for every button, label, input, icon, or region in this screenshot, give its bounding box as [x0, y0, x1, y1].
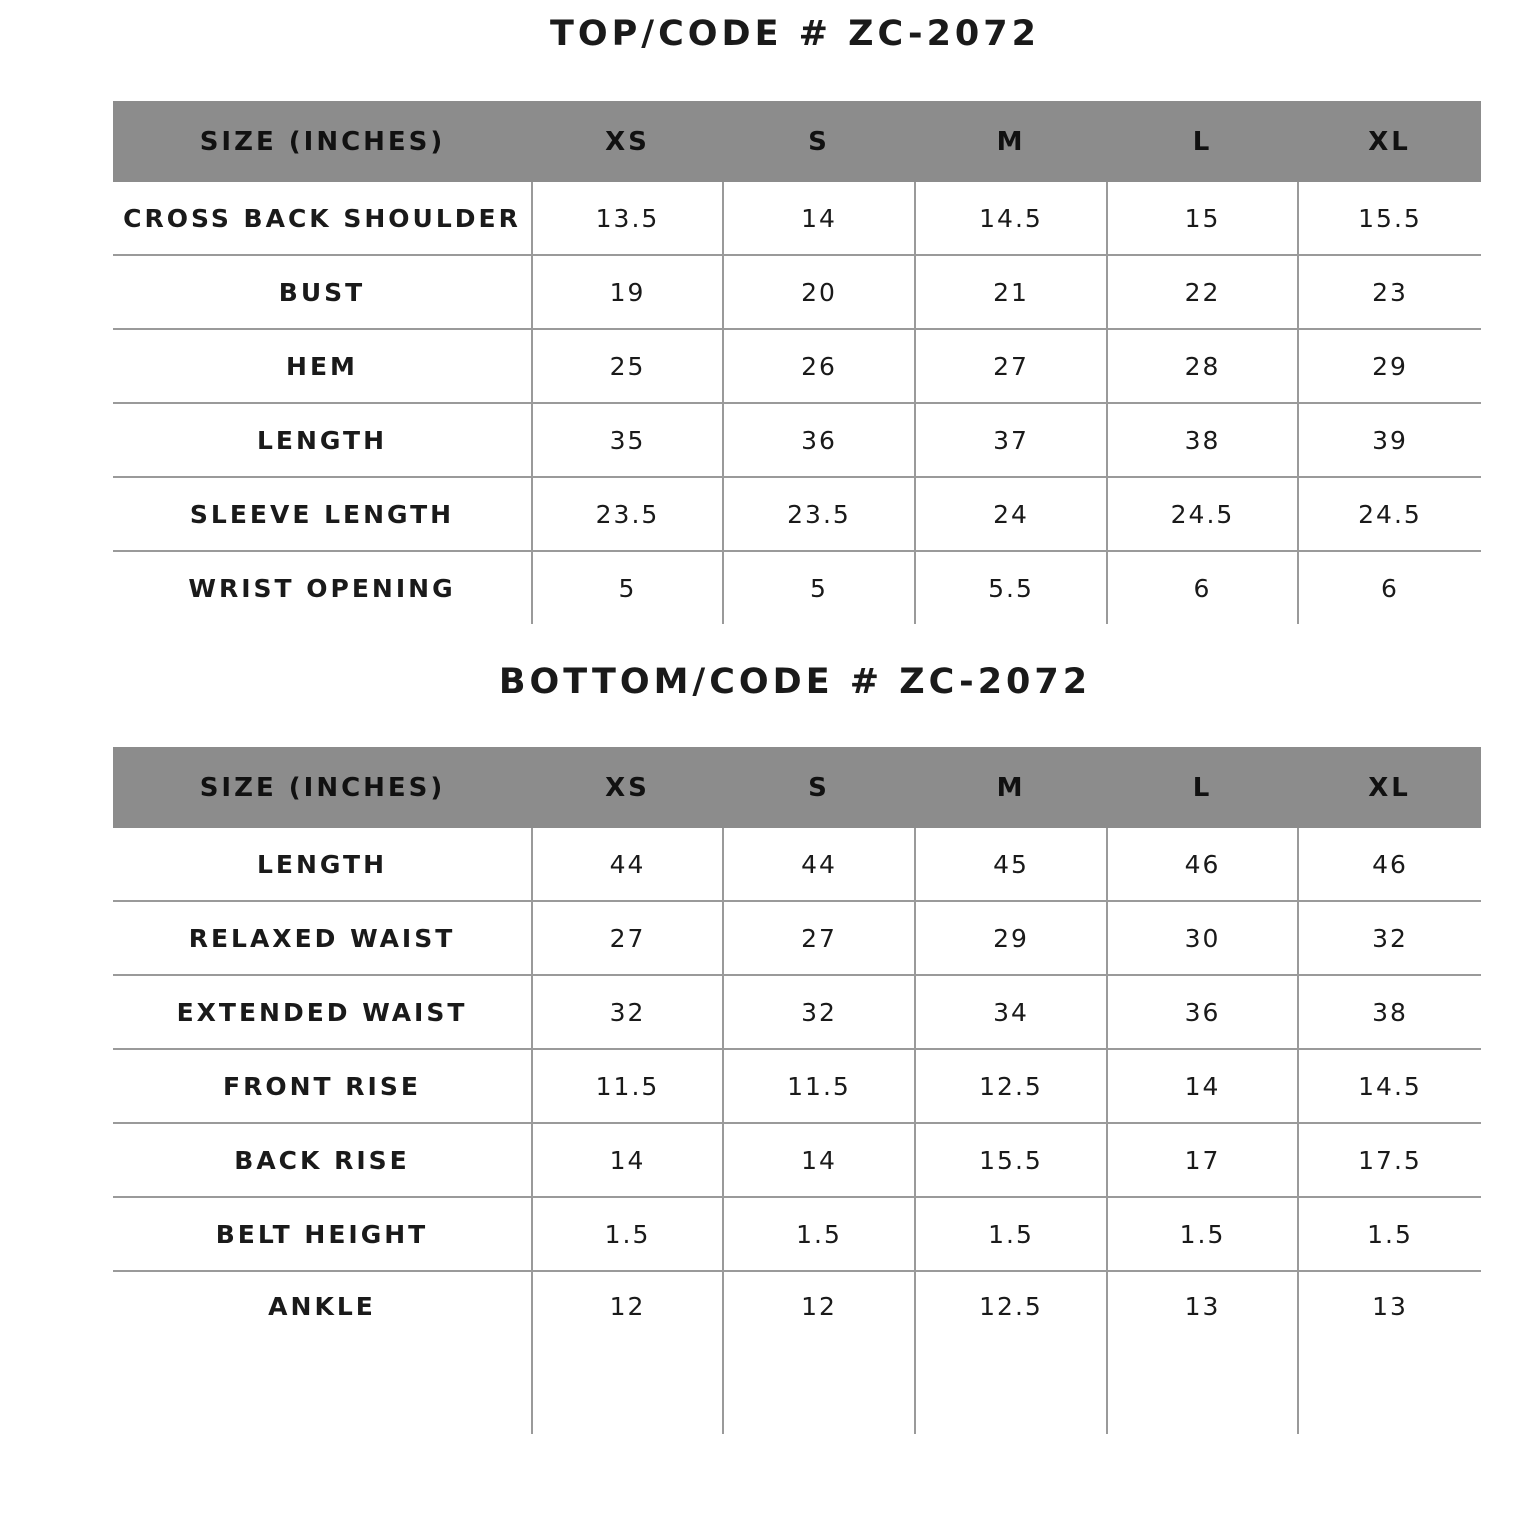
table-row: [113, 329, 1481, 403]
measurement-label: HEM: [113, 329, 532, 403]
measurement-value-xl: 17.5: [1298, 1123, 1481, 1197]
header-size-m: M: [915, 101, 1107, 182]
header-size-l: L: [1107, 747, 1298, 828]
table-row: [113, 1271, 1481, 1434]
measurement-value-m: 12.5: [915, 1271, 1107, 1434]
top-size-table: [113, 101, 1481, 624]
top-size-chart-title: TOP/CODE # ZC-2072: [550, 14, 1040, 54]
measurement-value-xl: 32: [1298, 901, 1481, 975]
measurement-value-xl: 6: [1298, 551, 1481, 624]
header-size-xl: XL: [1298, 101, 1481, 182]
measurement-value-s: 44: [723, 828, 915, 901]
header-size-label: SIZE (INCHES): [113, 101, 532, 182]
measurement-value-s: 14: [723, 182, 915, 255]
table-row: [113, 255, 1481, 329]
measurement-value-xl: 24.5: [1298, 477, 1481, 551]
table-row: [113, 901, 1481, 975]
measurement-value-l: 13: [1107, 1271, 1298, 1434]
measurement-value-xs: 11.5: [532, 1049, 723, 1123]
measurement-value-l: 46: [1107, 828, 1298, 901]
measurement-label: BELT HEIGHT: [113, 1197, 532, 1271]
measurement-label: SLEEVE LENGTH: [113, 477, 532, 551]
measurement-value-l: 1.5: [1107, 1197, 1298, 1271]
measurement-value-l: 24.5: [1107, 477, 1298, 551]
measurement-value-xs: 14: [532, 1123, 723, 1197]
measurement-value-xl: 14.5: [1298, 1049, 1481, 1123]
measurement-value-xs: 12: [532, 1271, 723, 1434]
measurement-value-l: 17: [1107, 1123, 1298, 1197]
measurement-value-m: 12.5: [915, 1049, 1107, 1123]
measurement-value-xl: 46: [1298, 828, 1481, 901]
measurement-label: ANKLE: [268, 1292, 376, 1321]
measurement-value-xl: 15.5: [1298, 182, 1481, 255]
measurement-value-xs: 35: [532, 403, 723, 477]
header-size-s: S: [723, 101, 915, 182]
header-size-xl: XL: [1298, 747, 1481, 828]
measurement-value-s: 1.5: [723, 1197, 915, 1271]
measurement-value-xl: 13: [1298, 1271, 1481, 1434]
header-size-xs: XS: [532, 747, 723, 828]
table-row: [113, 1123, 1481, 1197]
measurement-value-m: 21: [915, 255, 1107, 329]
measurement-value-l: 6: [1107, 551, 1298, 624]
measurement-value-s: 14: [723, 1123, 915, 1197]
table-row: [113, 477, 1481, 551]
measurement-value-m: 14.5: [915, 182, 1107, 255]
measurement-value-m: 45: [915, 828, 1107, 901]
measurement-value-xs: 27: [532, 901, 723, 975]
measurement-value-m: 24: [915, 477, 1107, 551]
measurement-label: BUST: [113, 255, 532, 329]
measurement-label: BACK RISE: [113, 1123, 532, 1197]
measurement-value-l: 14: [1107, 1049, 1298, 1123]
measurement-value-s: 12: [723, 1271, 915, 1434]
table-row: [113, 828, 1481, 901]
bottom-size-chart-title: BOTTOM/CODE # ZC-2072: [498, 662, 1092, 702]
measurement-value-s: 11.5: [723, 1049, 915, 1123]
header-size-l: L: [1107, 101, 1298, 182]
measurement-value-s: 20: [723, 255, 915, 329]
measurement-value-xl: 38: [1298, 975, 1481, 1049]
header-size-m: M: [915, 747, 1107, 828]
measurement-value-s: 36: [723, 403, 915, 477]
table-row: [113, 1197, 1481, 1271]
measurement-label: LENGTH: [113, 403, 532, 477]
measurement-value-xs: 19: [532, 255, 723, 329]
measurement-value-xs: 23.5: [532, 477, 723, 551]
measurement-label: WRIST OPENING: [188, 573, 456, 603]
measurement-value-l: 30: [1107, 901, 1298, 975]
measurement-value-l: 15: [1107, 182, 1298, 255]
measurement-value-m: 27: [915, 329, 1107, 403]
measurement-value-m: 37: [915, 403, 1107, 477]
measurement-value-xs: 32: [532, 975, 723, 1049]
measurement-value-m: 29: [915, 901, 1107, 975]
measurement-value-s: 32: [723, 975, 915, 1049]
header-size-xs: XS: [532, 101, 723, 182]
measurement-value-xs: 44: [532, 828, 723, 901]
table-row: [113, 975, 1481, 1049]
measurement-value-m: 15.5: [915, 1123, 1107, 1197]
measurement-value-s: 27: [723, 901, 915, 975]
measurement-label: CROSS BACK SHOULDER: [113, 182, 532, 255]
measurement-value-xl: 39: [1298, 403, 1481, 477]
table-row: [113, 1049, 1481, 1123]
measurement-value-m: 1.5: [915, 1197, 1107, 1271]
measurement-value-s: 5: [723, 551, 915, 624]
table-row: [113, 182, 1481, 255]
measurement-value-s: 26: [723, 329, 915, 403]
table-row: [113, 403, 1481, 477]
measurement-value-m: 5.5: [915, 551, 1107, 624]
header-size-label: SIZE (INCHES): [113, 747, 532, 828]
table-header-row: [113, 101, 1481, 182]
measurement-value-l: 38: [1107, 403, 1298, 477]
measurement-value-m: 34: [915, 975, 1107, 1049]
measurement-value-xl: 29: [1298, 329, 1481, 403]
measurement-value-xs: 25: [532, 329, 723, 403]
measurement-value-xl: 23: [1298, 255, 1481, 329]
table-row: [113, 551, 1481, 624]
measurement-value-s: 23.5: [723, 477, 915, 551]
measurement-value-l: 28: [1107, 329, 1298, 403]
measurement-value-xs: 13.5: [532, 182, 723, 255]
measurement-value-xl: 1.5: [1298, 1197, 1481, 1271]
table-header-row: [113, 747, 1481, 828]
measurement-label: RELAXED WAIST: [113, 901, 532, 975]
measurement-value-l: 36: [1107, 975, 1298, 1049]
measurement-label: EXTENDED WAIST: [113, 975, 532, 1049]
measurement-label: LENGTH: [113, 828, 532, 901]
measurement-value-xs: 5: [532, 551, 723, 624]
measurement-label: FRONT RISE: [113, 1049, 532, 1123]
header-size-s: S: [723, 747, 915, 828]
measurement-value-xs: 1.5: [532, 1197, 723, 1271]
measurement-value-l: 22: [1107, 255, 1298, 329]
bottom-size-table: [113, 747, 1481, 1434]
